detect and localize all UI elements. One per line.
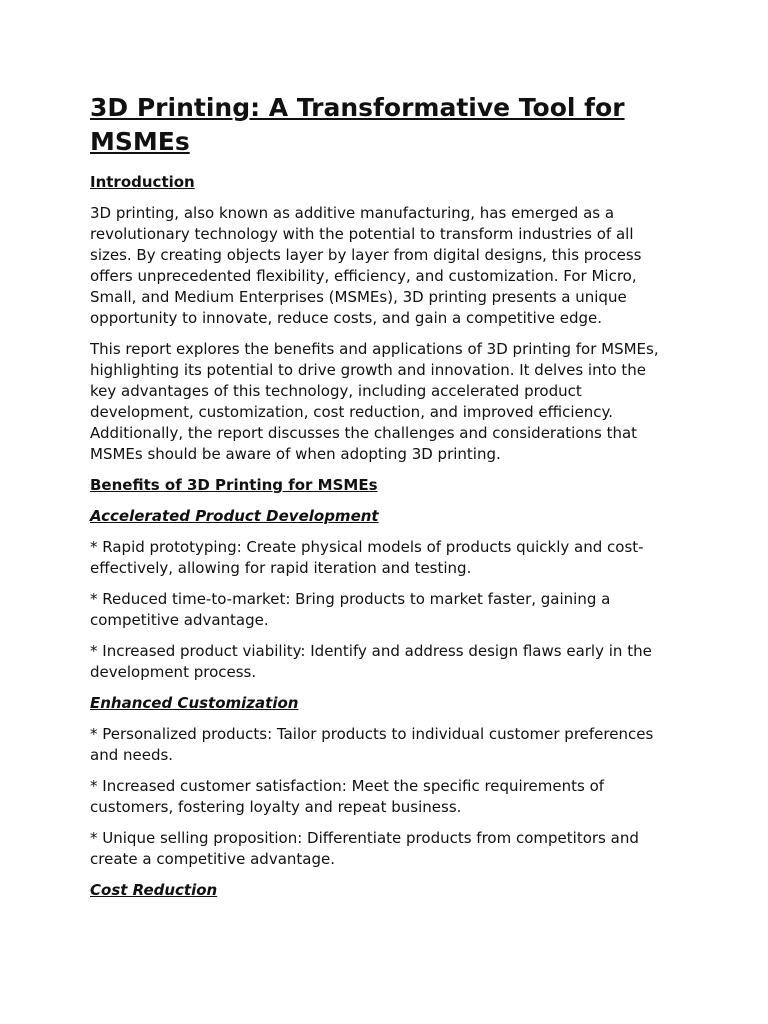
section-heading-enhanced-customization: Enhanced Customization	[90, 694, 299, 712]
bullet-item: * Reduced time-to-market: Bring products to market faster, gaining a competitive advantage.	[90, 590, 611, 629]
benefits-heading: Benefits of 3D Printing for MSMEs	[90, 476, 378, 494]
section-heading-accelerated-product-development: Accelerated Product Development	[90, 507, 379, 525]
document-page	[90, 91, 670, 911]
bullet-item: * Increased customer satisfaction: Meet the specific requirements of customers, fostering loyalty and repeat business.	[90, 777, 605, 816]
bullet-item: * Increased product viability: Identify and address design flaws early in the development process.	[90, 642, 652, 681]
bullet-item: * Personalized products: Tailor products to individual customer preferences and needs.	[90, 725, 654, 764]
introduction-paragraph: 3D printing, also known as additive manufacturing, has emerged as a revolutionary technology with the potential to transform industries of all sizes. By creating objects layer by layer from digital designs, this process offers unprecedented flexibility, efficiency, and customization. For Micro, Small, and Medium Enterprises (MSMEs), 3D printing presents a unique opportunity to innovate, reduce costs, and gain a competitive edge.	[90, 204, 642, 327]
bullet-item: * Unique selling proposition: Differentiate products from competitors and create a competitive advantage.	[90, 829, 639, 868]
document-title: 3D Printing: A Transformative Tool for MSMEs	[90, 93, 625, 156]
bullet-item: * Rapid prototyping: Create physical models of products quickly and cost-effectively, allowing for rapid iteration and testing.	[90, 538, 644, 577]
section-heading-cost-reduction: Cost Reduction	[90, 881, 218, 899]
introduction-heading: Introduction	[90, 173, 195, 191]
introduction-paragraph: This report explores the benefits and applications of 3D printing for MSMEs, highlighting its potential to drive growth and innovation. It delves into the key advantages of this technology, including accelerated product development, customization, cost reduction, and improved efficiency. Additionally, the report discusses the challenges and considerations that MSMEs should be aware of when adopting 3D printing.	[90, 340, 659, 463]
